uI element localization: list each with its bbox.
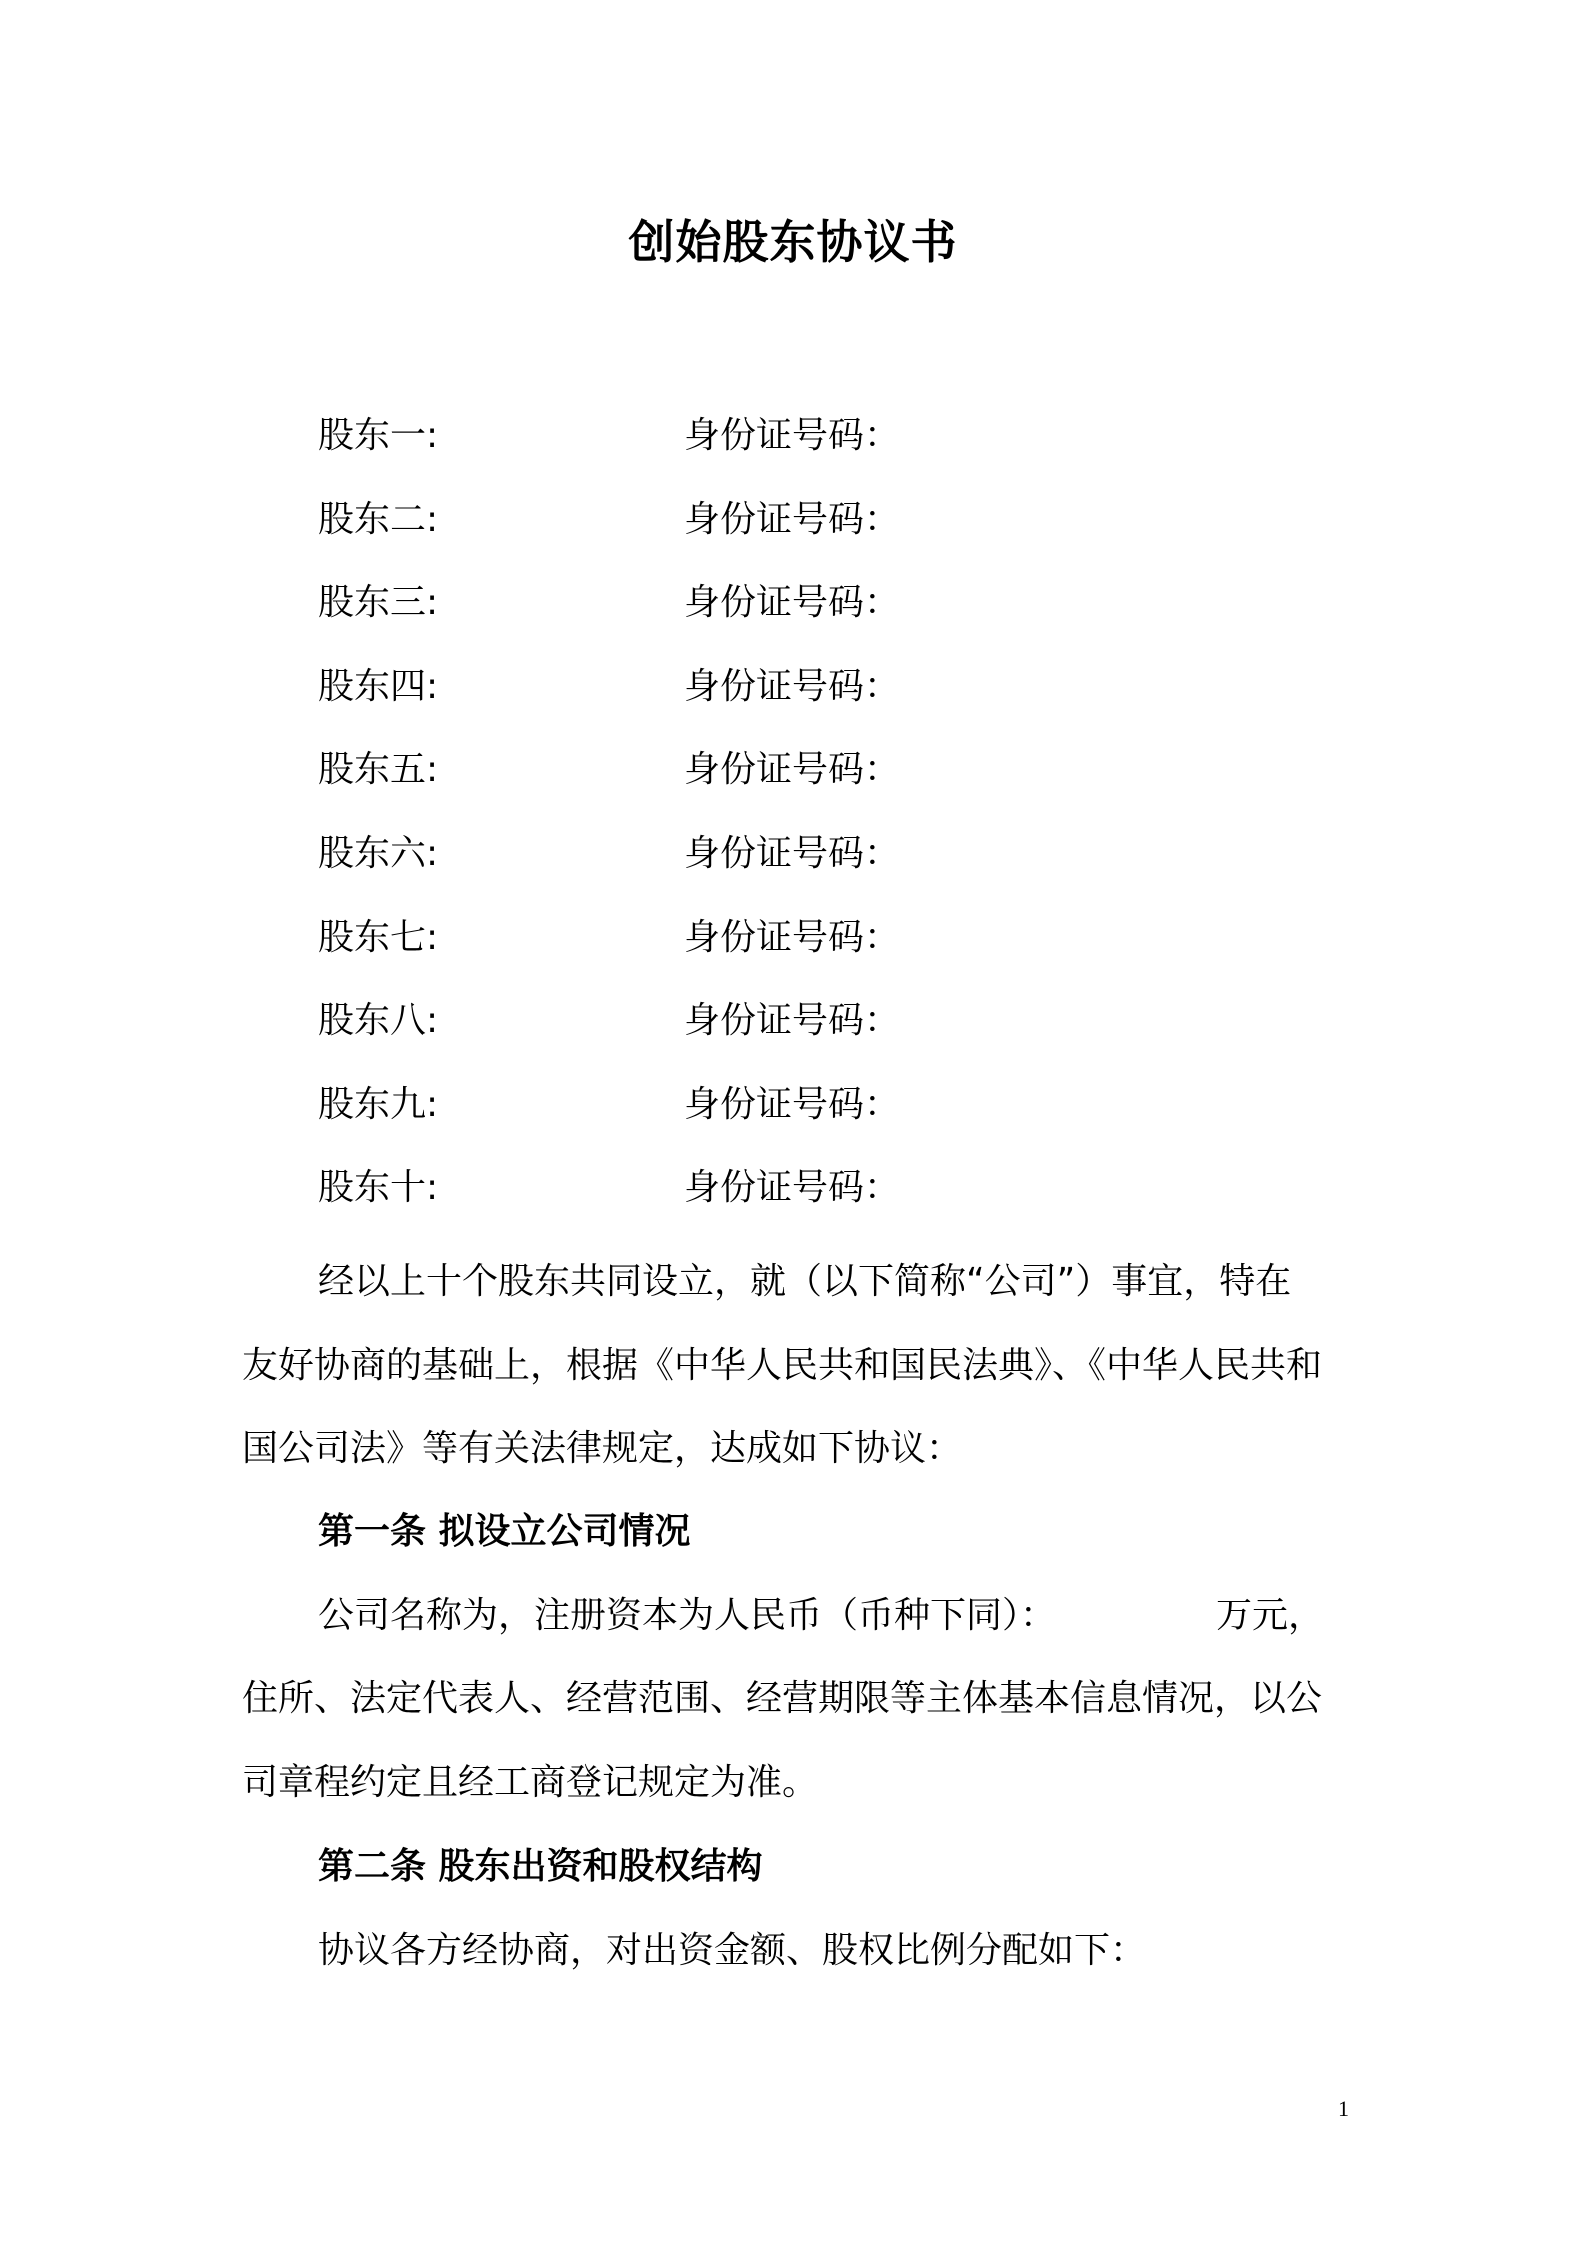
shareholder-row [318, 991, 1218, 1075]
id-number-label: 身份证号码： [684, 665, 901, 707]
intro-line: 国公司法》等有关法律规定，达成如下协议： [242, 1428, 963, 1469]
shareholder-label: 股东十: [318, 1167, 439, 1209]
shareholder-label: 股东九: [318, 1083, 439, 1125]
shareholder-label: 股东八: [318, 1000, 439, 1042]
article-1-line: 司章程约定且经工商登记规定为准。 [242, 1761, 819, 1803]
article-2-heading: 第二条 股东出资和股权结构 [318, 1846, 763, 1887]
article-1 [242, 1490, 1357, 1824]
id-number-label: 身份证号码： [684, 1000, 901, 1042]
document-title: 创始股东协议书 [628, 215, 958, 269]
shareholder-row [318, 406, 1218, 490]
article-2 [242, 1825, 1357, 1992]
shareholder-label: 股东五: [318, 749, 439, 791]
intro-paragraph [242, 1240, 1357, 1491]
id-number-label: 身份证号码： [684, 832, 901, 874]
id-number-label: 身份证号码： [684, 1167, 901, 1209]
shareholder-row [318, 1158, 1218, 1242]
article-2-line: 协议各方经协商，对出资金额、股权比例分配如下： [318, 1929, 1147, 1971]
id-number-label: 身份证号码： [684, 1083, 901, 1125]
shareholder-row [318, 824, 1218, 908]
shareholder-label: 股东三: [318, 582, 439, 624]
id-number-label: 身份证号码： [684, 749, 901, 791]
id-number-label: 身份证号码： [684, 582, 901, 624]
registered-capital-text: 公司名称为，注册资本为人民币（币种下同）： [318, 1594, 1057, 1636]
id-number-label: 身份证号码： [684, 415, 901, 456]
id-number-label: 身份证号码： [684, 498, 901, 540]
intro-line: 经以上十个股东共同设立，就（以下简称“公司”）事宜，特在 [318, 1261, 1292, 1302]
shareholder-row [318, 1075, 1218, 1159]
shareholder-row [318, 740, 1218, 824]
capital-unit-text: 万元， [1216, 1594, 1325, 1636]
shareholder-label: 股东一: [318, 415, 439, 456]
article-1-heading: 第一条 拟设立公司情况 [318, 1511, 691, 1552]
article-1-line: 住所、法定代表人、经营范围、经营期限等主体基本信息情况，以公 [242, 1678, 1323, 1719]
article-1-line [242, 1574, 1357, 1658]
shareholder-label: 股东四: [318, 665, 439, 707]
shareholder-row [318, 490, 1218, 574]
shareholder-row [318, 908, 1218, 992]
shareholder-label: 股东六: [318, 832, 439, 874]
shareholder-list [318, 406, 1218, 1242]
shareholder-row [318, 657, 1218, 741]
id-number-label: 身份证号码： [684, 916, 901, 958]
intro-line: 友好协商的基础上，根据《中华人民共和国民法典》、《中华人民共和 [242, 1344, 1323, 1386]
shareholder-label: 股东七: [318, 916, 439, 958]
shareholder-label: 股东二: [318, 498, 439, 540]
page-number: 1 [1338, 2096, 1349, 2121]
shareholder-row [318, 573, 1218, 657]
